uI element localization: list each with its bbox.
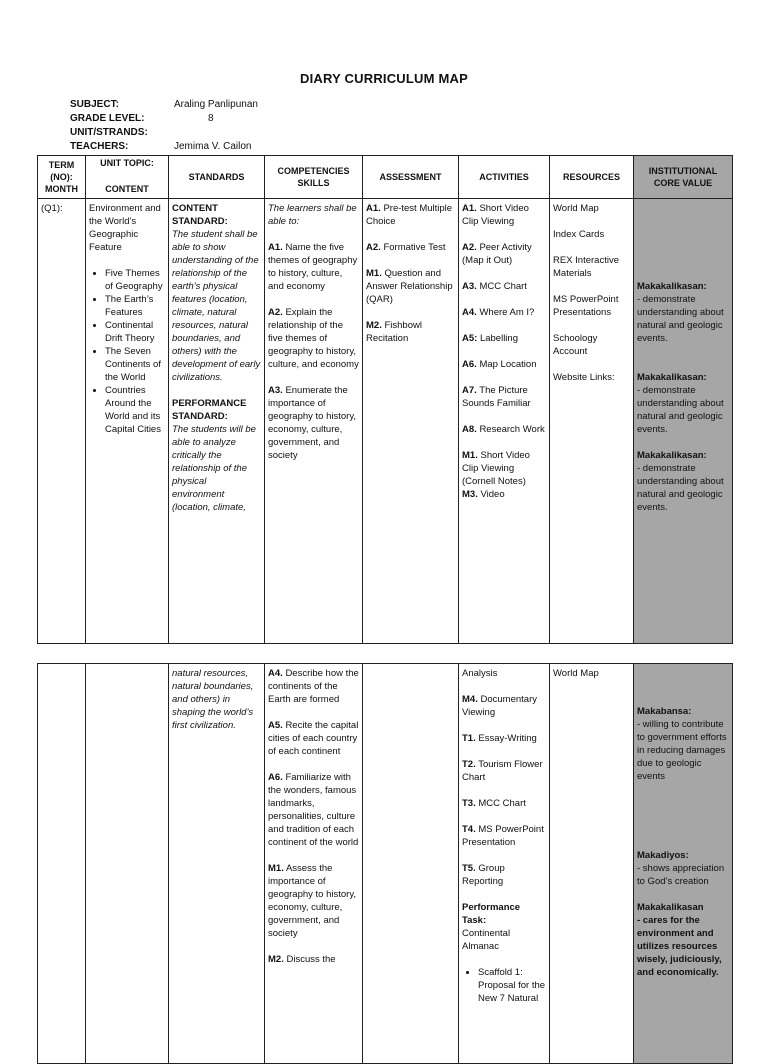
resource-item: MS PowerPoint Presentations [553,294,619,318]
subject-row [70,98,258,112]
performance-standard-text: The students will be able to analyze critically the relationship of the physical environment (location, climate, [172,424,256,513]
activity-code: M1. [462,450,478,461]
resource-item: World Map [553,203,599,214]
core-value-item [637,280,729,345]
competency-text: Familiarize with the wonders, famous landmarks, personalities, culture and tradition of each continent of the world [268,772,359,848]
activity-text: Video [480,489,505,500]
core-value-text: - cares for the environment and utilizes resources wisely, judiciously, and economically. [637,915,722,978]
content-topics-list [89,267,165,436]
list-item: • Scaffold 1: Proposal for the New 7 Natural [478,966,546,1005]
competency-code: M1. [268,863,284,874]
content-header [86,156,169,199]
activity-code: A8. [462,424,477,435]
assessment-header: ASSESSMENT [363,156,459,199]
assessment-code: A1. [366,203,381,214]
activity-item [462,758,546,784]
content-label: CONTENT [105,184,149,194]
competencies-header: COMPETENCIES SKILLS [265,156,363,199]
core-value-text: - demonstrate understanding about natural and geologic events. [637,294,724,344]
term-header: TERM (NO): MONTH [38,156,86,199]
competency-item [268,862,359,940]
activity-text: Essay-Writing [478,733,537,744]
core-value-text: - demonstrate understanding about natural and geologic events. [637,463,724,513]
assessment-item [366,202,455,228]
core-value-label: Makakalikasan [637,902,704,913]
teachers-label: TEACHERS: [70,141,129,152]
curriculum-map-table-page2 [37,663,733,1064]
competency-item [268,306,359,371]
competency-text: Name the five themes of geography to history, culture, and economy [268,242,358,292]
standards-cell [169,199,265,644]
document-meta [70,98,258,154]
grade-label: GRADE LEVEL: [70,113,145,124]
activity-item [462,306,546,319]
competency-code: A2. [268,307,283,318]
performance-standard-continued: natural resources, natural boundaries, and others) in shaping the world’s first civilization. [172,668,254,731]
activity-item [462,202,546,228]
competency-code: A3. [268,385,283,396]
unit-label: UNIT/STRANDS: [70,127,148,138]
scaffold-list [462,966,546,1005]
core-value-label: Makakalikasan: [637,281,707,292]
competency-text: Assess the importance of geography to history, economy, culture, government, and society [268,863,357,939]
assessment-text: Fishbowl Recitation [366,320,422,344]
competency-text: Enumerate the importance of geography to history, economy, culture, government, and society [268,385,357,461]
activity-item [462,384,546,410]
activity-item [462,862,546,888]
activity-code: A3. [462,281,477,292]
standards-cell [169,664,265,1064]
activity-text: MCC Chart [479,281,527,292]
activity-item [462,823,546,849]
activity-item [462,732,546,745]
resource-item: Schoology Account [553,333,598,357]
activity-code: A2. [462,242,477,253]
competency-item [268,384,359,462]
competency-code: M2. [268,954,284,965]
competencies-cell [265,664,363,1064]
unit-topic-label: UNIT TOPIC: [100,158,154,168]
core-value-item [637,449,729,514]
activity-text: The Picture Sounds Familiar [462,385,531,409]
list-item: • The Earth’s Features [105,293,165,319]
competency-text: Describe how the continents of the Earth are formed [268,668,359,705]
content-intro: Environment and the World’s Geographic Feature [89,203,161,253]
unit-row [70,126,258,140]
standards-header: STANDARDS [169,156,265,199]
resource-item: REX Interactive Materials [553,255,619,279]
core-value-item [637,849,729,888]
competency-item [268,667,359,706]
subject-label: SUBJECT: [70,99,119,110]
activity-text: Short Video Clip Viewing (Cornell Notes) [462,450,530,487]
core-value-text: - shows appreciation to God’s creation [637,863,725,887]
teachers-value: Jemima V. Cailon [174,141,252,152]
activity-item [462,423,546,436]
resource-item: World Map [553,668,599,679]
performance-standard-label: PERFORMANCE STANDARD: [172,398,247,422]
assessment-cell [363,199,459,644]
core-value-label: Makabansa: [637,706,692,717]
competency-text: Explain the relationship of the five themes of geography to history, culture, and economy [268,307,359,370]
activity-item [462,280,546,293]
assessment-item [366,267,455,306]
activities-header: ACTIVITIES [459,156,550,199]
assessment-code: M1. [366,268,382,279]
content-cell [86,664,169,1064]
core-value-text: - demonstrate understanding about natural and geologic events. [637,385,724,435]
competency-code: A1. [268,242,283,253]
core-value-item [637,901,729,979]
competency-text: Recite the capital cities of each country of each continent [268,720,359,757]
activity-item [462,693,546,719]
activity-code: T5. [462,863,476,874]
resources-cell [550,664,634,1064]
competency-item [268,953,359,966]
activity-item [462,667,546,680]
term-cell: (Q1): [38,199,86,644]
core-value-item [637,371,729,436]
list-item: • Five Themes of Geography [105,267,165,293]
list-item: • Countries Around the World and its Capital Cities [105,384,165,436]
subject-value: Araling Panlipunan [174,99,258,110]
performance-task-text: Continental Almanac [462,928,511,952]
activity-code: A4. [462,307,477,318]
grade-value: 8 [208,113,214,124]
competency-item [268,241,359,293]
activity-text: MCC Chart [478,798,526,809]
activity-item [462,449,546,488]
activity-text: Map Location [479,359,537,370]
assessment-text: Pre-test Multiple Choice [366,203,453,227]
document-title: DIARY CURRICULUM MAP [300,71,468,86]
competency-item [268,719,359,758]
competency-code: A5. [268,720,283,731]
activity-text: Where Am I? [479,307,535,318]
activity-text: Short Video Clip Viewing [462,203,529,227]
content-cell [86,199,169,644]
activity-code: A5: [462,333,478,344]
resource-item: Index Cards [553,229,605,240]
core-value-label: Makadiyos: [637,850,689,861]
activity-text: Peer Activity (Map it Out) [462,242,532,266]
activity-item [462,241,546,267]
competency-item [268,771,359,849]
activity-text: Group Reporting [462,863,505,887]
body-row [38,199,733,644]
activity-code: M4. [462,694,478,705]
body-row [38,664,733,1064]
activity-text: Documentary Viewing [462,694,537,718]
teachers-row [70,140,258,154]
competencies-cell [265,199,363,644]
assessment-cell [363,664,459,1064]
activities-cell [459,199,550,644]
assessment-code: M2. [366,320,382,331]
core-value-header: INSTITUTIONAL CORE VALUE [634,156,733,199]
resource-item: Website Links: [553,372,615,383]
assessment-text: Question and Answer Relationship (QAR) [366,268,453,305]
content-standard-label: CONTENT STANDARD: [172,203,228,227]
core-value-cell [634,664,733,1064]
assessment-item [366,319,455,345]
activity-text: Research Work [479,424,545,435]
activity-text: Tourism Flower Chart [462,759,543,783]
curriculum-map-table-page1 [37,155,733,644]
term-cell [38,664,86,1064]
activity-code: T1. [462,733,476,744]
list-item: • The Seven Continents of the World [105,345,165,384]
activity-code: A1. [462,203,477,214]
header-row [38,156,733,199]
resources-cell [550,199,634,644]
activity-text: MS PowerPoint Presentation [462,824,544,848]
core-value-item [637,705,729,783]
activities-cell [459,664,550,1064]
performance-task-label: Performance Task: [462,902,521,926]
activity-code: M3. [462,489,478,500]
content-standard-text: The student shall be able to show understanding of the relationship of the earth’s physical features (location, climate, natural resources, natural boundaries, and others) with the development of early civilizations. [172,229,261,383]
activity-code: A6. [462,359,477,370]
core-value-text: - willing to contribute to government efforts in reducing damages due to geologic events [637,719,727,782]
activity-code: T3. [462,798,476,809]
list-item: • Continental Drift Theory [105,319,165,345]
activity-text: Labelling [479,333,518,344]
activity-item [462,797,546,810]
activity-code: T2. [462,759,476,770]
grade-row [70,112,258,126]
assessment-item [366,241,455,254]
assessment-text: Formative Test [383,242,446,253]
competency-code: A4. [268,668,283,679]
competency-code: A6. [268,772,283,783]
core-value-label: Makakalikasan: [637,450,707,461]
core-value-label: Makakalikasan: [637,372,707,383]
competency-text: Discuss the [286,954,336,965]
activity-item [462,488,546,501]
assessment-code: A2. [366,242,381,253]
activity-code: T4. [462,824,476,835]
activity-item [462,358,546,371]
resources-header: RESOURCES [550,156,634,199]
activity-text: Analysis [462,668,498,679]
competencies-intro: The learners shall be able to: [268,203,357,227]
activity-item [462,332,546,345]
activity-code: A7. [462,385,477,396]
core-value-cell [634,199,733,644]
